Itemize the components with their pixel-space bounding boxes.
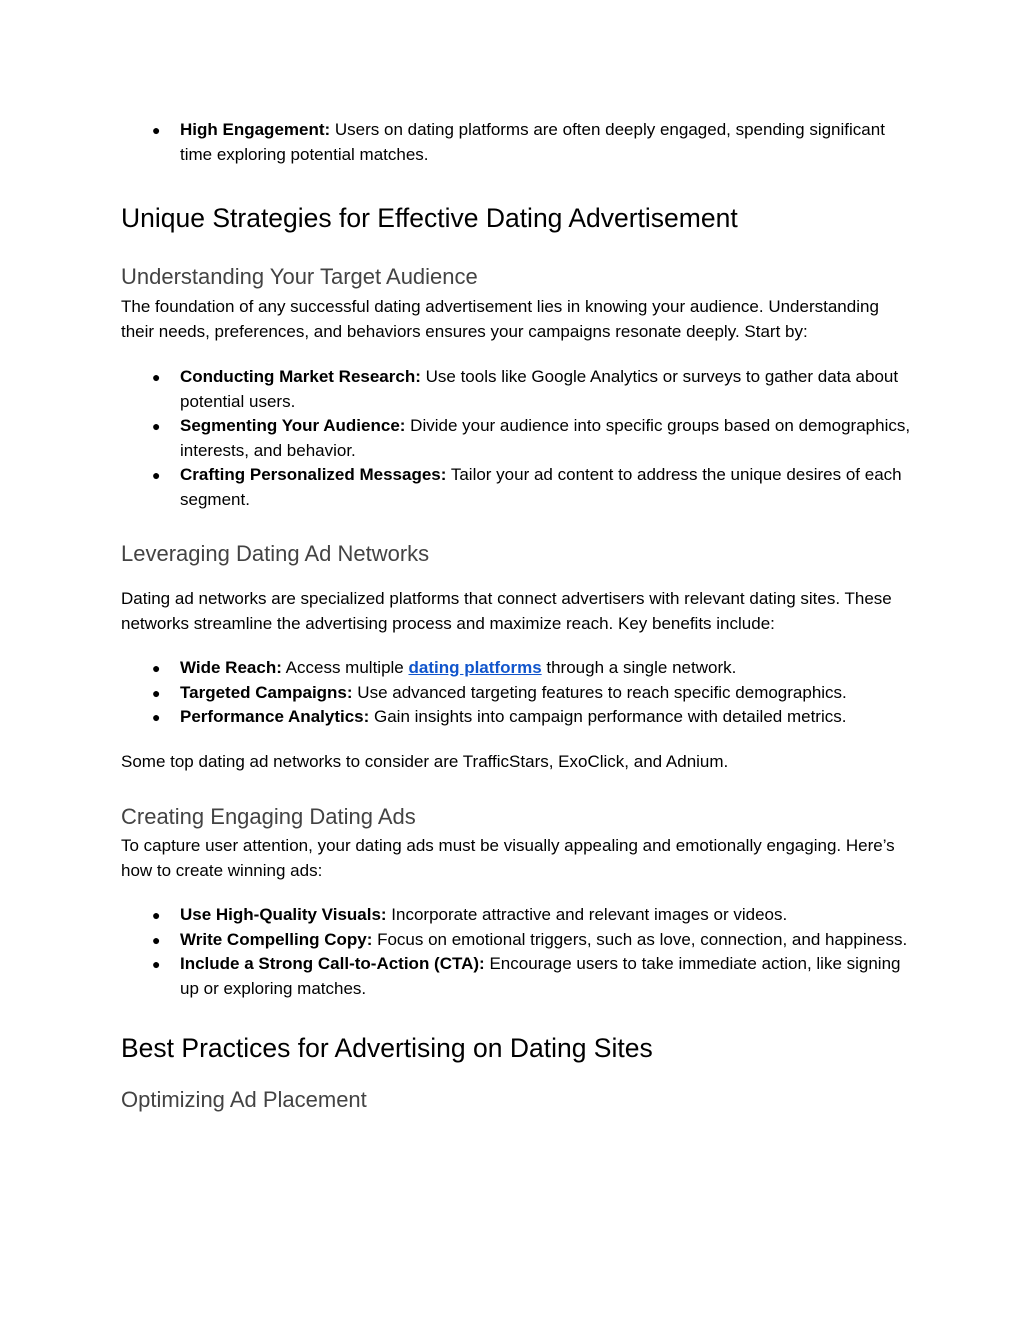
bullet-icon: ● [152,467,161,483]
item-text: Access multiple [281,658,409,677]
item-text: Encourage users to take immediate action, like signing up or exploring matches. [180,954,901,998]
bullet-icon: ● [152,709,161,725]
bullet-icon: ● [152,684,161,701]
item-text: Divide your audience into specific groups based on demographics, interests, and behavior. [180,416,911,460]
item-bold: High Engagement: [180,120,331,139]
list-item [121,118,914,167]
engaging-ads-list [121,903,914,1001]
paragraph-ad-networks: Dating ad networks are specialized platforms that connect advertisers with relevant dating sites. These networks streamline the advertising process and maximize reach. Key benefits include: [121,589,892,633]
item-text: Tailor your ad content to address the unique desires of each segment. [180,465,902,509]
bullet-icon: ● [152,931,161,948]
section-heading-best-practices: Best Practices for Advertising on Dating Sites [121,1033,653,1063]
bullet-icon: ● [152,418,161,434]
item-text: through a single network. [541,658,737,677]
bullet-icon: ● [152,956,161,972]
item-bold: Segmenting Your Audience: [180,416,406,435]
intro-list [121,118,914,167]
list-item [121,656,914,681]
list-item [121,365,914,414]
target-audience-list [121,365,914,512]
list-item [121,952,914,1001]
item-bold: Use High-Quality Visuals: [180,905,387,924]
item-bold: Wide Reach: [180,658,282,677]
ad-networks-list [121,656,914,730]
list-item [121,903,914,928]
section-heading-strategies: Unique Strategies for Effective Dating Advertisement [121,203,738,233]
list-item [121,928,914,953]
item-text: Gain insights into campaign performance with detailed metrics. [369,707,847,726]
list-item [121,681,914,706]
item-bold: Conducting Market Research: [180,367,421,386]
list-item [121,414,914,463]
paragraph-target-audience: The foundation of any successful dating advertisement lies in knowing your audience. Understanding their needs, preferences, and behaviors ensures your campaigns resonate deeply. Start by: [121,297,879,341]
item-bold: Performance Analytics: [180,707,370,726]
paragraph-top-networks: Some top dating ad networks to consider are TrafficStars, ExoClick, and Adnium. [121,751,729,771]
bullet-icon: ● [152,369,161,385]
item-text: Use advanced targeting features to reach specific demographics. [352,682,847,702]
paragraph-engaging-ads: To capture user attention, your dating ads must be visually appealing and emotionally engaging. Here’s how to create winning ads: [121,836,895,880]
item-text: Focus on emotional triggers, such as love, connection, and happiness. [372,929,908,949]
dating-platforms-link[interactable]: dating platforms [408,658,542,677]
item-text: Use tools like Google Analytics or surveys to gather data about potential users. [180,367,899,411]
item-bold: Write Compelling Copy: [180,929,373,949]
item-text: Users on dating platforms are often deeply engaged, spending significant time exploring potential matches. [180,120,885,164]
bullet-icon: ● [152,122,161,138]
subheading-target-audience: Understanding Your Target Audience [121,264,478,289]
bullet-icon: ● [152,660,161,676]
subheading-engaging-ads: Creating Engaging Dating Ads [121,804,416,829]
item-bold: Targeted Campaigns: [180,682,353,702]
list-item [121,463,914,512]
item-bold: Crafting Personalized Messages: [180,465,447,484]
item-bold: Include a Strong Call-to-Action (CTA): [180,954,485,973]
list-item [121,705,914,730]
item-text: Incorporate attractive and relevant images or videos. [386,905,788,924]
subheading-ad-networks: Leveraging Dating Ad Networks [121,541,430,566]
subheading-ad-placement: Optimizing Ad Placement [121,1087,367,1112]
bullet-icon: ● [152,907,161,923]
